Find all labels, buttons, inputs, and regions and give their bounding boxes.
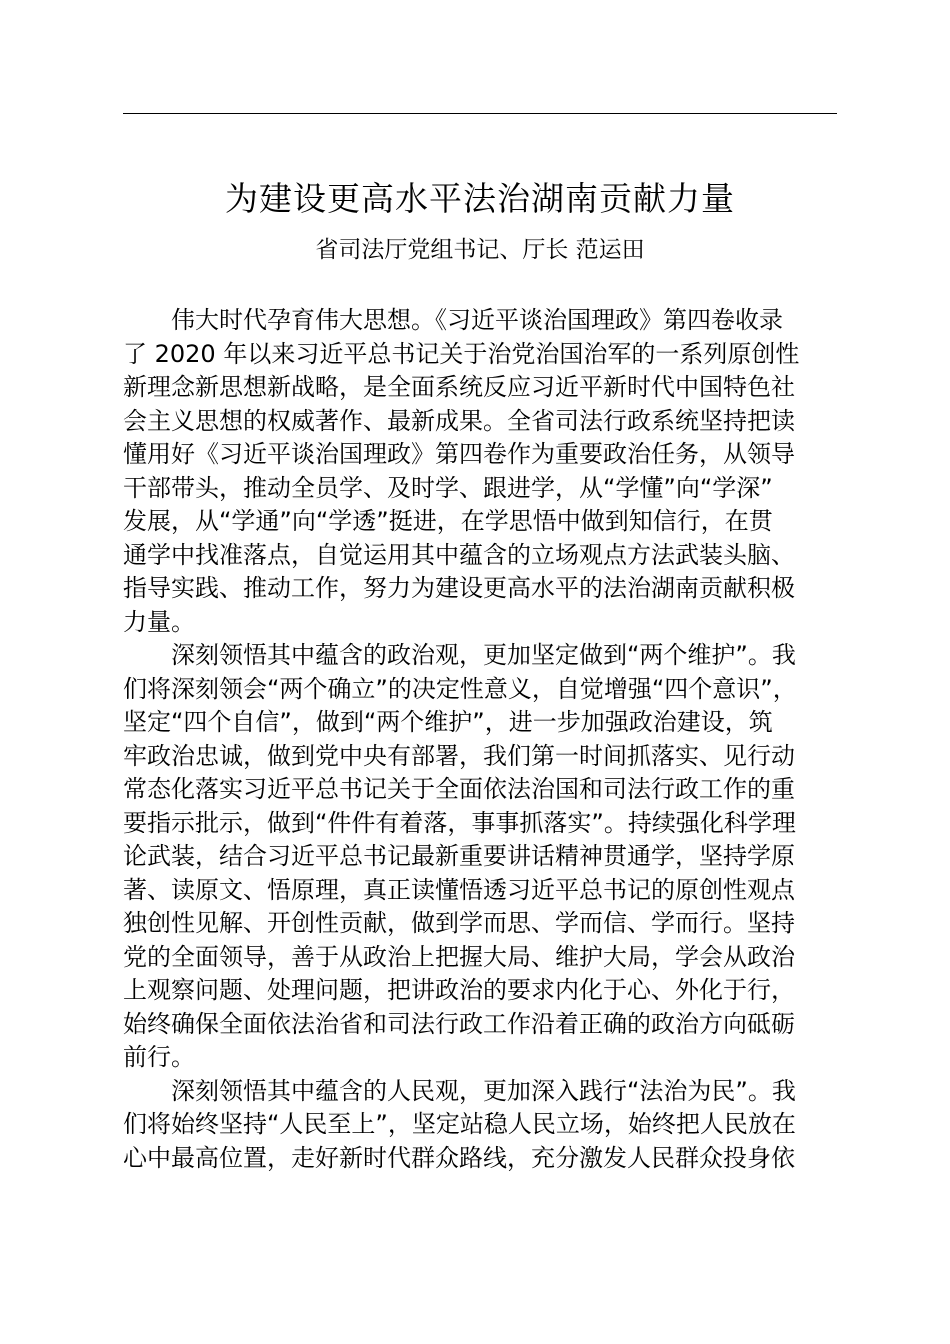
- text-line: 伟大时代孕育伟大思想。《习近平谈治国理政》第四卷收录: [171, 306, 783, 334]
- text-line: 发展，从“学通”向“学透”挺进，在学思悟中做到知信行，在贯: [123, 507, 773, 535]
- text-line: 论武装，结合习近平总书记最新重要讲话精神贯通学，坚持学原: [123, 842, 795, 870]
- text-line: 们将深刻领会“两个确立”的决定性意义，自觉增强“四个意识”，: [123, 674, 797, 703]
- text-line: 干部带头，推动全员学、及时学、跟进学，从“学懂”向“学深”: [123, 473, 773, 502]
- text-line: 力量。: [123, 607, 195, 636]
- text-line: 会主义思想的权威著作、最新成果。全省司法行政系统坚持把读: [123, 406, 795, 435]
- text-line: 前行。: [123, 1043, 195, 1071]
- text-line: 们将始终坚持“人民至上”，坚定站稳人民立场，始终把人民放在: [123, 1110, 796, 1138]
- text-line: 独创性见解、开创性贡献，做到学而思、学而信、学而行。坚持: [123, 909, 795, 937]
- text-line: 深刻领悟其中蕴含的人民观，更加深入践行“法治为民”。我: [171, 1076, 796, 1105]
- text-line: 懂用好《习近平谈治国理政》第四卷作为重要政治任务，从领导: [123, 440, 795, 468]
- text-line: 常态化落实习近平总书记关于全面依法治国和司法行政工作的重: [123, 775, 795, 803]
- author-byline: 省司法厅党组书记、厅长 范运田: [315, 237, 645, 263]
- text-line: 坚定“四个自信”，做到“两个维护”，进一步加强政治建设，筑: [123, 708, 773, 736]
- text-line: 著、读原文、悟原理，真正读懂悟透习近平总书记的原创性观点: [123, 875, 795, 904]
- text-line: 心中最高位置，走好新时代群众路线，充分激发人民群众投身依: [123, 1143, 795, 1172]
- paragraph: [123, 639, 847, 1075]
- text-line: 牢政治忠诚，做到党中央有部署，我们第一时间抓落实、见行动: [123, 741, 795, 770]
- text-line: 始终确保全面依法治省和司法行政工作沿着正确的政治方向砥砺: [123, 1009, 795, 1038]
- paragraph: [123, 304, 847, 639]
- text-line: 深刻领悟其中蕴含的政治观，更加坚定做到“两个维护”。我: [171, 641, 796, 669]
- text-line: 了 2020 年以来习近平总书记关于治党治国治军的一系列原创性: [123, 339, 800, 368]
- document-title: 为建设更高水平法治湖南贡献力量: [225, 179, 735, 218]
- text-line: 通学中找准落点，自觉运用其中蕴含的立场观点方法武装头脑、: [123, 540, 795, 569]
- text-line: 新理念新思想新战略，是全面系统反应习近平新时代中国特色社: [123, 373, 795, 401]
- text-line: 党的全面领导，善于从政治上把握大局、维护大局，学会从政治: [123, 942, 795, 971]
- text-line: 要指示批示，做到“件件有着落，事事抓落实”。持续强化科学理: [123, 808, 796, 837]
- document-body: [123, 304, 847, 1175]
- text-line: 指导实践、推动工作，努力为建设更高水平的法治湖南贡献积极: [123, 574, 795, 602]
- text-line: 上观察问题、处理问题，把讲政治的要求内化于心、外化于行，: [123, 976, 795, 1004]
- paragraph: [123, 1075, 847, 1176]
- header-rule: [123, 113, 837, 114]
